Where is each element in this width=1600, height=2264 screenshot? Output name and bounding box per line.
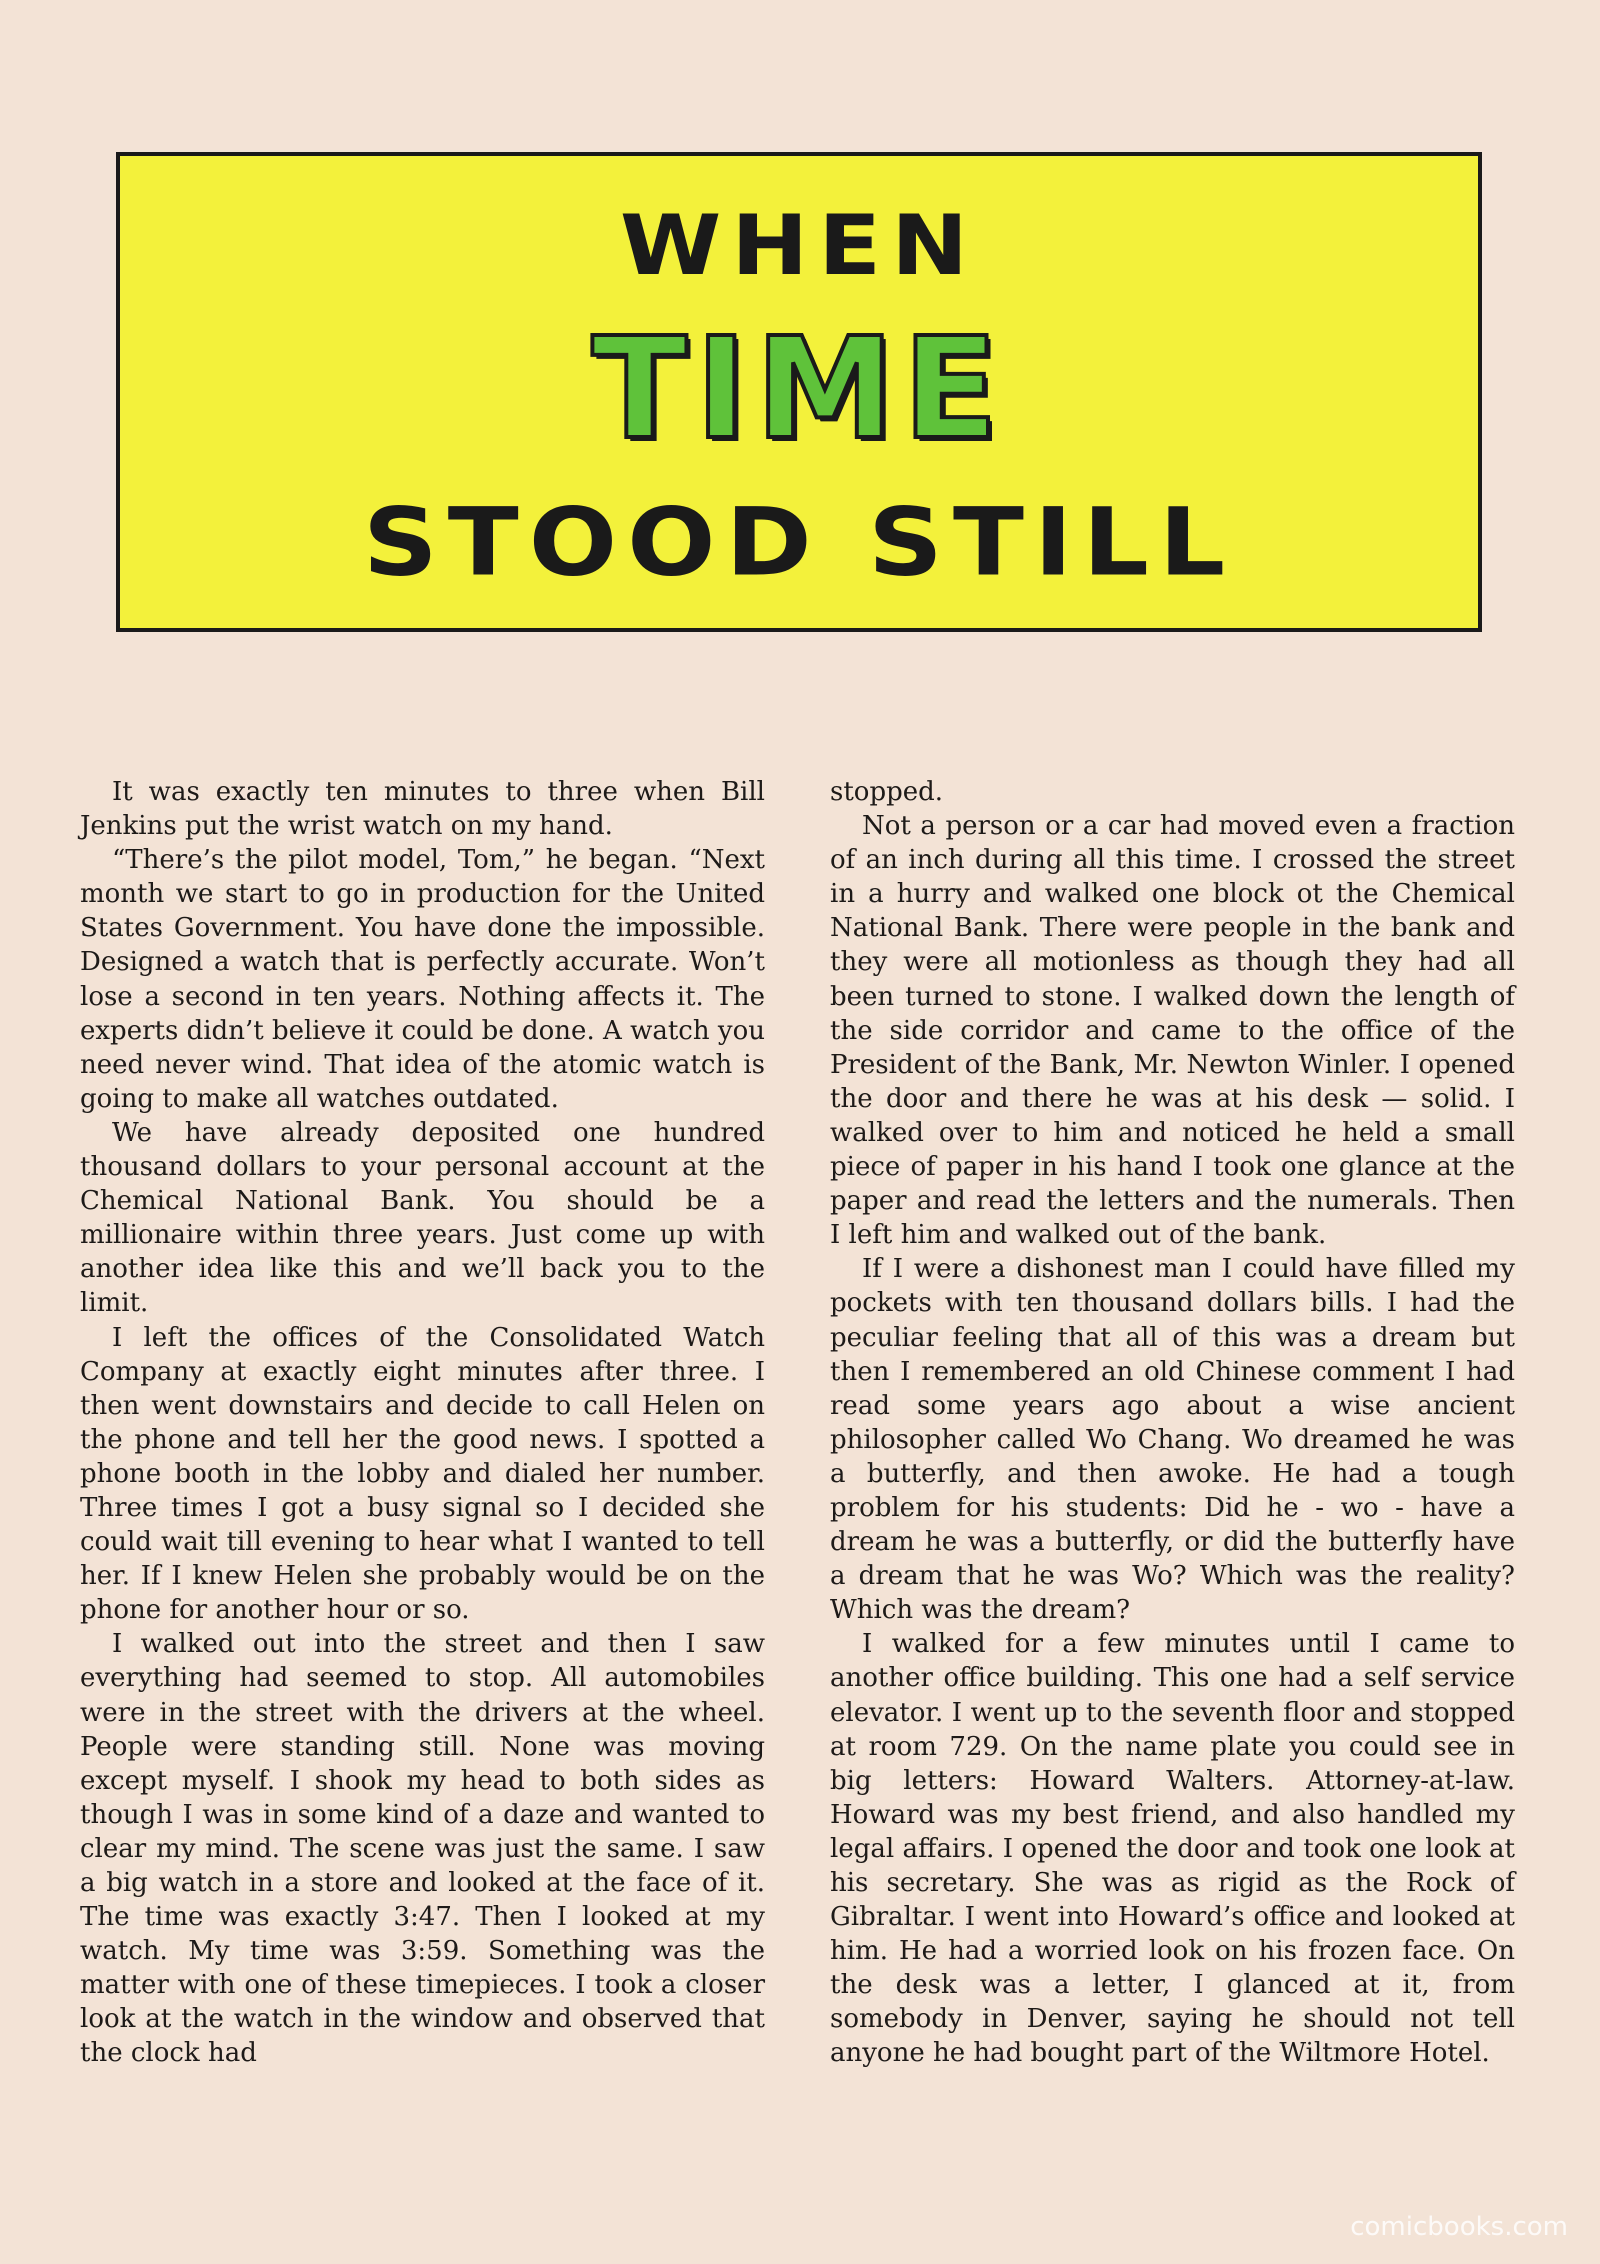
paragraph: I walked for a few minutes until I came to another office building. This one had a self service elevator. I went up to the seventh floor and stopped at room 729. On the name plate you could see in big letters: Howard Walters. Attorney-at-law. Howard was my best friend, and also handled my legal affairs. I opened the door and took one look at his secretary. She was as rigid as the Rock of Gibraltar. I went into Howard’s office and looked at him. He had a worried look on his frozen face. On the desk was a letter, I glanced at it, from somebody in Denver, saying he should not tell anyone he had bought part of the Wiltmore Hotel.: [830, 1629, 1515, 2069]
site-watermark: comicbooks.com: [1350, 2212, 1568, 2242]
paragraph: We have already deposited one hundred thousand dollars to your personal account at the Chemical National Bank. You should be a millionaire within three years. Just come up with another idea like this and we’ll back you to the limit.: [80, 1117, 765, 1319]
paragraph: I left the offices of the Consolidated Watch Company at exactly eight minutes after three. I then went downstairs and decide to call Helen on the phone and tell her the good news. I spotted a phone booth in the lobby and dialed her number. Three times I got a busy signal so I decided she could wait till evening to hear what I wanted to tell her. If I knew Helen she probably would be on the phone for another hour or so.: [80, 1322, 765, 1626]
paragraph-continued: stopped.: [830, 777, 944, 807]
story-column-right: [830, 775, 1515, 2071]
paragraph: If I were a dishonest man I could have filled my pockets with ten thousand dollars bills. I had the peculiar feeling that all of this was a dream but then I remembered an old Chinese comment I had read some years ago about a wise ancient philosopher called Wo Chang. Wo dreamed he was a butterfly, and then awoke. He had a tough problem for his students: Did he - wo - have a dream he was a butterfly, or did the butterfly have a dream that he was Wo? Which was the reality? Which was the dream?: [830, 1254, 1515, 1626]
title-banner: [116, 152, 1482, 632]
title-stood-still: STOOD STILL: [362, 487, 1236, 597]
paragraph: “There’s the pilot model, Tom,” he began. “Next month we start to go in production for the United States Government. You have done the impossible. Designed a watch that is perfectly accurate. Won’t lose a second in ten years. Nothing affects it. The experts didn’t believe it could be done. A watch you need never wind. That idea of the atomic watch is going to make all watches outdated.: [80, 845, 765, 1114]
title-when: WHEN: [619, 197, 979, 294]
story-column-left: [80, 775, 765, 2071]
paragraph: I walked out into the street and then I saw everything had seemed to stop. All automobiles were in the street with the drivers at the wheel. People were standing still. None was moving except myself. I shook my head to both sides as though I was in some kind of a daze and wanted to clear my mind. The scene was just the same. I saw a big watch in a store and looked at the face of it. The time was exactly 3:47. Then I looked at my watch. My time was 3:59. Something was the matter with one of these timepieces. I took a closer look at the watch in the window and observed that the clock had: [80, 1629, 765, 2069]
paragraph: Not a person or a car had moved even a fraction of an inch during all this time. I crossed the street in a hurry and walked one block ot the Chemical National Bank. There were people in the bank and they were all motionless as though they had all been turned to stone. I walked down the length of the side corridor and came to the office of the President of the Bank, Mr. Newton Winler. I opened the door and there he was at his desk — solid. I walked over to him and noticed he held a small piece of paper in his hand I took one glance at the paper and read the letters and the numerals. Then I left him and walked out of the bank.: [830, 811, 1515, 1251]
paragraph: It was exactly ten minutes to three when Bill Jenkins put the wrist watch on my hand.: [80, 777, 765, 842]
title-time: TIME: [591, 308, 1007, 471]
